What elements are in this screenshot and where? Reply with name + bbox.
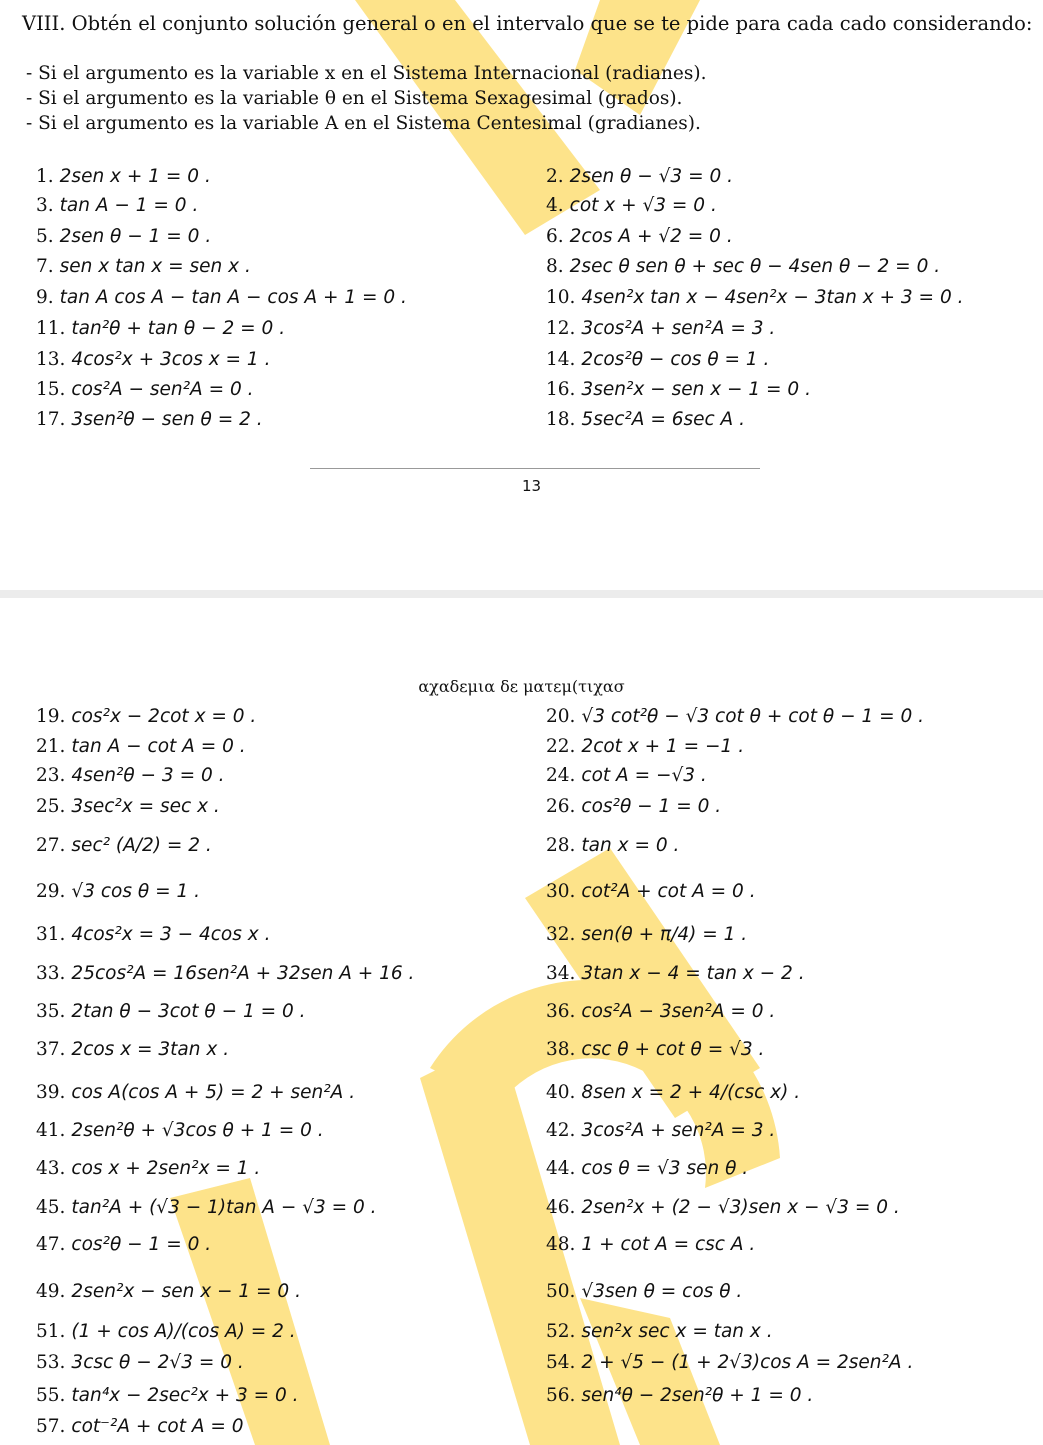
exercise-item: [546, 736, 744, 758]
exercise-number: 6.: [546, 226, 564, 247]
exercise-item: [546, 195, 717, 217]
exercise-equation: 2tan θ − 3cot θ − 1 = 0 .: [71, 1001, 306, 1022]
exercise-equation: 3sen²θ − sen θ = 2 .: [71, 409, 263, 430]
page-number: 13: [522, 477, 542, 495]
condition-gradians: - Si el argumento es la variable A en el Sistema Centesimal (gradianes).: [26, 113, 701, 134]
exercise-number: 28.: [546, 835, 576, 856]
exercise-equation: √3 cot²θ − √3 cot θ + cot θ − 1 = 0 .: [581, 706, 925, 727]
exercise-number: 15.: [36, 379, 66, 400]
exercise-item: [546, 1120, 775, 1142]
exercise-equation: tan⁴x − 2sec²x + 3 = 0 .: [71, 1385, 299, 1406]
exercise-equation: cos²x − 2cot x = 0 .: [71, 706, 257, 727]
exercise-item: [546, 349, 769, 371]
exercise-item: [36, 1416, 244, 1438]
exercise-item: [546, 1197, 900, 1219]
exercise-equation: √3sen θ = cos θ .: [581, 1281, 743, 1302]
footer-divider: [310, 468, 760, 469]
page-gap: [0, 590, 1043, 598]
exercise-equation: 3sec²x = sec x .: [71, 796, 220, 817]
exercise-item: [546, 835, 679, 857]
exercise-item: [36, 736, 246, 758]
exercise-number: 53.: [36, 1352, 66, 1373]
exercise-item: [36, 1385, 299, 1407]
exercise-number: 11.: [36, 318, 66, 339]
exercise-number: 54.: [546, 1352, 576, 1373]
exercise-number: 3.: [36, 195, 54, 216]
exercise-equation: cot x + √3 = 0 .: [569, 195, 717, 216]
exercise-item: [546, 1385, 813, 1407]
exercise-item: [546, 1158, 748, 1180]
exercise-equation: 2cos x = 3tan x .: [71, 1039, 230, 1060]
exercise-number: 13.: [36, 349, 66, 370]
exercise-item: [36, 1082, 355, 1104]
exercise-equation: sen(θ + π/4) = 1 .: [581, 924, 748, 945]
exercise-number: 42.: [546, 1120, 576, 1141]
exercise-number: 1.: [36, 166, 54, 187]
exercise-equation: cos²θ − 1 = 0 .: [581, 796, 722, 817]
exercise-number: 36.: [546, 1001, 576, 1022]
exercise-number: 37.: [36, 1039, 66, 1060]
exercise-item: [36, 1197, 377, 1219]
exercise-number: 8.: [546, 256, 564, 277]
exercise-item: [546, 1321, 773, 1343]
exercise-number: 50.: [546, 1281, 576, 1302]
exercise-item: [36, 881, 200, 903]
exercise-item: [36, 924, 270, 946]
exercise-number: 29.: [36, 881, 66, 902]
exercise-number: 34.: [546, 963, 576, 984]
exercise-item: [36, 706, 256, 728]
exercise-number: 9.: [36, 287, 54, 308]
exercise-equation: √3 cos θ = 1 .: [71, 881, 200, 902]
exercise-number: 23.: [36, 765, 66, 786]
exercise-equation: tan A − cot A = 0 .: [71, 736, 246, 757]
page-14: [0, 598, 1043, 1445]
exercise-item: [36, 226, 211, 248]
exercise-item: [546, 226, 733, 248]
exercise-equation: 3csc θ − 2√3 = 0 .: [71, 1352, 244, 1373]
exercise-equation: 3cos²A + sen²A = 3 .: [581, 318, 776, 339]
exercise-item: [36, 796, 220, 818]
exercise-item: [36, 349, 270, 371]
exercise-item: [546, 796, 721, 818]
exercise-equation: csc θ + cot θ = √3 .: [581, 1039, 765, 1060]
exercise-number: 33.: [36, 963, 66, 984]
exercise-item: [36, 1120, 324, 1142]
exercise-number: 7.: [36, 256, 54, 277]
exercise-number: 24.: [546, 765, 576, 786]
exercise-equation: tan²A + (√3 − 1)tan A − √3 = 0 .: [71, 1197, 377, 1218]
exercise-item: [546, 963, 805, 985]
exercise-equation: sen⁴θ − 2sen²θ + 1 = 0 .: [581, 1385, 814, 1406]
exercise-number: 32.: [546, 924, 576, 945]
exercise-equation: tan²θ + tan θ − 2 = 0 .: [71, 318, 286, 339]
exercise-number: 22.: [546, 736, 576, 757]
exercise-number: 5.: [36, 226, 54, 247]
exercise-number: 2.: [546, 166, 564, 187]
exercise-item: [546, 166, 733, 188]
exercise-item: [36, 256, 251, 278]
exercise-number: 56.: [546, 1385, 576, 1406]
exercise-equation: 1 + cot A = csc A .: [581, 1234, 756, 1255]
exercise-number: 27.: [36, 835, 66, 856]
exercise-number: 52.: [546, 1321, 576, 1342]
section-heading: VIII. Obtén el conjunto solución general o en el intervalo que se te pide para cada cado considerando:: [22, 12, 1033, 35]
exercise-equation: tan x = 0 .: [581, 835, 680, 856]
exercise-equation: tan A − 1 = 0 .: [59, 195, 199, 216]
exercise-item: [546, 924, 747, 946]
exercise-equation: 25cos²A = 16sen²A + 32sen A + 16 .: [71, 963, 415, 984]
exercise-equation: cos²θ − 1 = 0 .: [71, 1234, 212, 1255]
exercise-number: 57.: [36, 1416, 66, 1437]
exercise-number: 35.: [36, 1001, 66, 1022]
exercise-number: 31.: [36, 924, 66, 945]
exercise-number: 39.: [36, 1082, 66, 1103]
exercise-item: [36, 195, 198, 217]
exercise-item: [36, 1281, 301, 1303]
exercise-equation: 2sen θ − 1 = 0 .: [59, 226, 212, 247]
exercise-equation: 2sen θ − √3 = 0 .: [569, 166, 733, 187]
exercise-equation: 2sen x + 1 = 0 .: [59, 166, 211, 187]
exercise-item: [36, 1158, 260, 1180]
exercise-number: 49.: [36, 1281, 66, 1302]
exercise-item: [546, 409, 745, 431]
exercise-item: [546, 318, 775, 340]
exercise-equation: tan A cos A − tan A − cos A + 1 = 0 .: [59, 287, 407, 308]
exercise-equation: 2sen²x − sen x − 1 = 0 .: [71, 1281, 301, 1302]
exercise-number: 43.: [36, 1158, 66, 1179]
page-13: [0, 0, 1043, 590]
exercise-item: [36, 409, 263, 431]
exercise-equation: 3cos²A + sen²A = 3 .: [581, 1120, 776, 1141]
exercise-item: [546, 287, 963, 309]
exercise-equation: 2cot x + 1 = −1 .: [581, 736, 745, 757]
exercise-equation: 8sen x = 2 + 4/(csc x) .: [581, 1082, 801, 1103]
exercise-equation: 2sen²x + (2 − √3)sen x − √3 = 0 .: [581, 1197, 900, 1218]
exercise-item: [36, 287, 407, 309]
exercise-number: 44.: [546, 1158, 576, 1179]
exercise-item: [36, 1001, 306, 1023]
exercise-equation: 2 + √5 − (1 + 2√3)cos A = 2sen²A .: [581, 1352, 914, 1373]
exercise-equation: cos²A − 3sen²A = 0 .: [581, 1001, 776, 1022]
exercise-equation: 5sec²A = 6sec A .: [581, 409, 745, 430]
exercise-item: [546, 1234, 755, 1256]
exercise-equation: sen x tan x = sen x .: [59, 256, 251, 277]
exercise-equation: sen²x sec x = tan x .: [581, 1321, 773, 1342]
exercise-number: 20.: [546, 706, 576, 727]
exercise-equation: 4sen²x tan x − 4sen²x − 3tan x + 3 = 0 .: [581, 287, 964, 308]
exercise-item: [546, 881, 756, 903]
exercise-equation: 3tan x − 4 = tan x − 2 .: [581, 963, 805, 984]
exercise-item: [546, 1352, 913, 1374]
exercise-item: [36, 1234, 211, 1256]
exercise-equation: cos A(cos A + 5) = 2 + sen²A .: [71, 1082, 356, 1103]
condition-radians: - Si el argumento es la variable x en el Sistema Internacional (radianes).: [26, 63, 707, 84]
exercise-equation: 2cos A + √2 = 0 .: [569, 226, 733, 247]
exercise-number: 14.: [546, 349, 576, 370]
exercise-equation: 2sen²θ + √3cos θ + 1 = 0 .: [71, 1120, 324, 1141]
exercise-number: 48.: [546, 1234, 576, 1255]
exercise-item: [36, 765, 225, 787]
exercise-item: [36, 379, 254, 401]
exercise-equation: cos x + 2sen²x = 1 .: [71, 1158, 261, 1179]
exercise-item: [36, 1039, 229, 1061]
exercise-number: 4.: [546, 195, 564, 216]
exercise-number: 16.: [546, 379, 576, 400]
exercise-item: [546, 1001, 775, 1023]
exercise-number: 18.: [546, 409, 576, 430]
exercise-equation: 2cos²θ − cos θ = 1 .: [581, 349, 770, 370]
exercise-item: [36, 166, 211, 188]
exercise-number: 55.: [36, 1385, 66, 1406]
exercise-number: 47.: [36, 1234, 66, 1255]
exercise-equation: cos²A − sen²A = 0 .: [71, 379, 254, 400]
exercise-number: 40.: [546, 1082, 576, 1103]
exercise-number: 21.: [36, 736, 66, 757]
exercise-number: 46.: [546, 1197, 576, 1218]
exercise-number: 30.: [546, 881, 576, 902]
exercise-equation: 4cos²x = 3 − 4cos x .: [71, 924, 271, 945]
exercise-number: 17.: [36, 409, 66, 430]
exercise-equation: cot A = −√3 .: [581, 765, 707, 786]
exercise-item: [546, 1039, 764, 1061]
exercise-item: [546, 379, 811, 401]
exercise-number: 26.: [546, 796, 576, 817]
exercise-equation: 2sec θ sen θ + sec θ − 4sen θ − 2 = 0 .: [569, 256, 941, 277]
exercise-equation: 4cos²x + 3cos x = 1 .: [71, 349, 271, 370]
exercise-item: [546, 1082, 800, 1104]
exercise-number: 45.: [36, 1197, 66, 1218]
exercise-item: [546, 1281, 742, 1303]
exercise-equation: 3sen²x − sen x − 1 = 0 .: [581, 379, 811, 400]
exercise-equation: sec² (A/2) = 2 .: [71, 835, 212, 856]
exercise-equation: (1 + cos A)/(cos A) = 2 .: [71, 1321, 296, 1342]
exercise-item: [36, 963, 414, 985]
exercise-number: 51.: [36, 1321, 66, 1342]
condition-degrees: - Si el argumento es la variable θ en el Sistema Sexagesimal (grados).: [26, 88, 683, 109]
exercise-equation: cot²A + cot A = 0 .: [581, 881, 756, 902]
exercise-number: 19.: [36, 706, 66, 727]
page-title: αχαδεμια δε ματεμ(τιχασ: [418, 677, 625, 696]
exercise-item: [36, 318, 285, 340]
exercise-equation: 4sen²θ − 3 = 0 .: [71, 765, 225, 786]
exercise-item: [36, 1321, 296, 1343]
exercise-number: 25.: [36, 796, 66, 817]
exercise-number: 10.: [546, 287, 576, 308]
exercise-equation: cot⁻²A + cot A = 0: [71, 1416, 244, 1437]
exercise-number: 41.: [36, 1120, 66, 1141]
exercise-number: 12.: [546, 318, 576, 339]
exercise-item: [36, 1352, 244, 1374]
exercise-number: 38.: [546, 1039, 576, 1060]
exercise-item: [36, 835, 212, 857]
exercise-equation: cos θ = √3 sen θ .: [581, 1158, 749, 1179]
exercise-item: [546, 256, 940, 278]
exercise-item: [546, 706, 924, 728]
exercise-item: [546, 765, 707, 787]
